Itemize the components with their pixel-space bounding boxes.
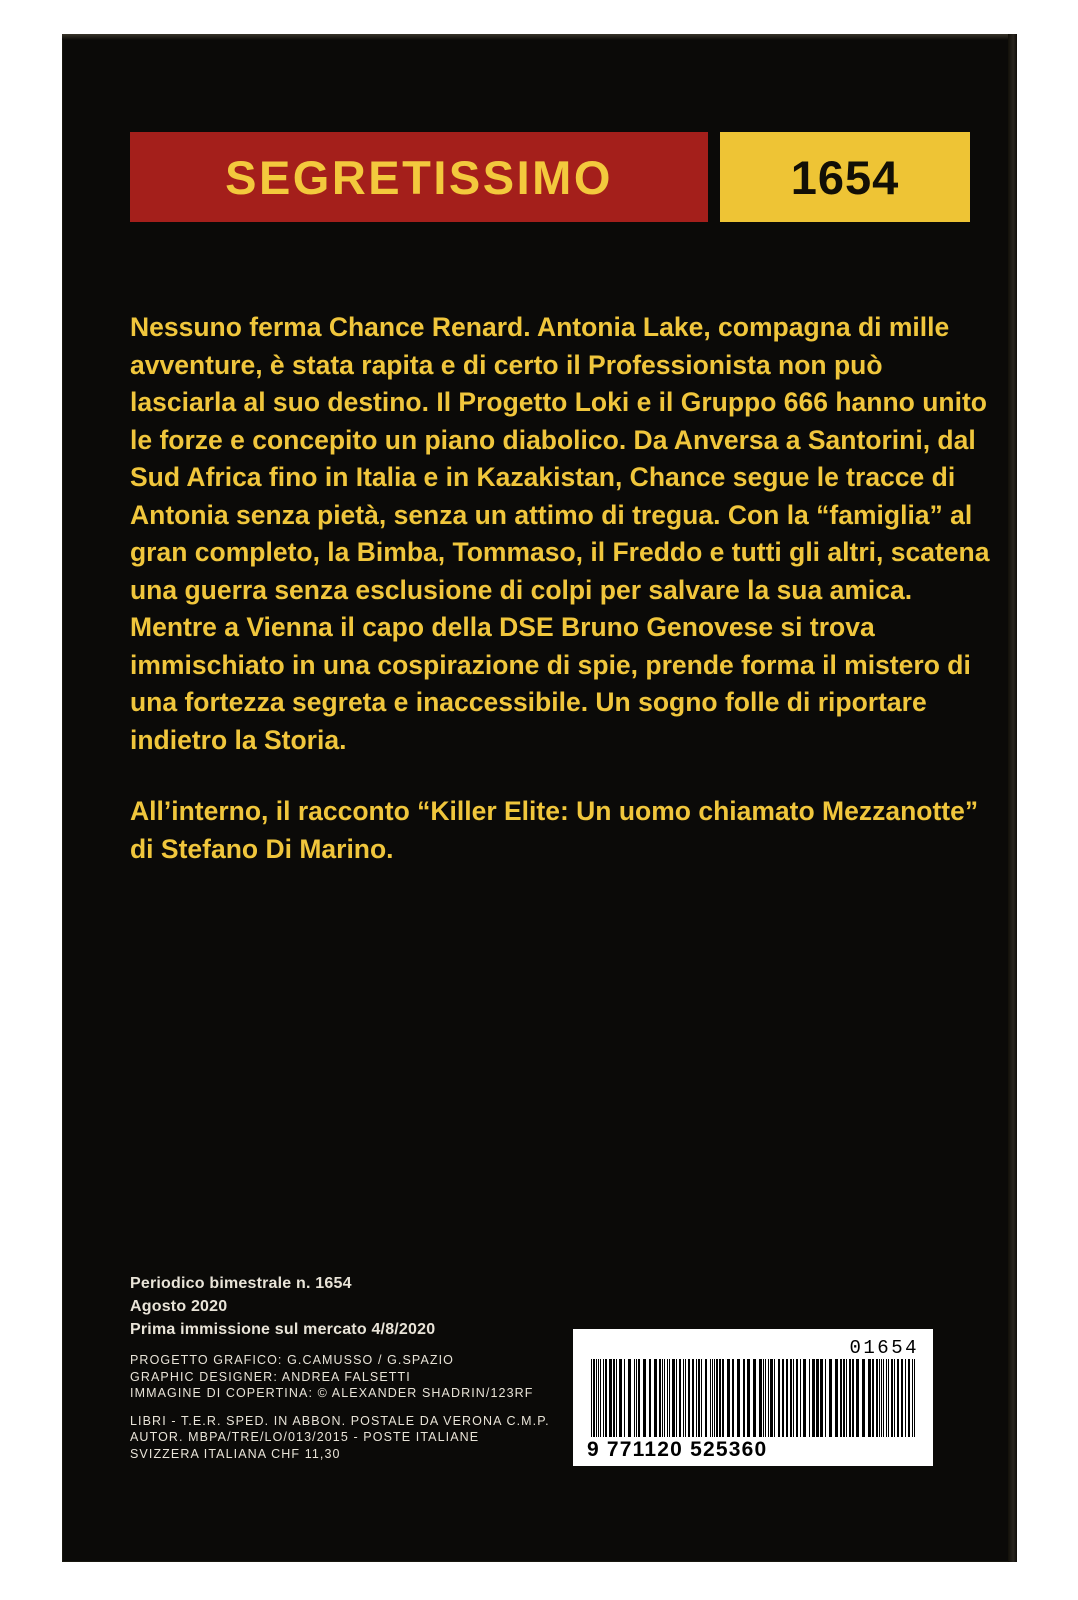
barcode-addon-digits: 01654	[849, 1337, 919, 1359]
blurb-paragraph-1: Nessuno ferma Chance Renard. Antonia Lake, compagna di mille avventure, è stata rapita e di certo il Professionista non può lasciarla al suo destino. Il Progetto Loki e il Gruppo 666 hanno unito le forze e concepito un piano diabolico. Da Anversa a Santorini, dal Sud Africa fino in Italia e in Kazakistan, Chance segue le tracce di Antonia senza pietà, senza un attimo di tregua. Con la “famiglia” al gran completo, la Bimba, Tommaso, il Freddo e tutti gli altri, scatena una guerra senza esclusione di colpi per salvare la sua amica. Mentre a Vienna il capo della DSE Bruno Genovese si trova immischiato in una cospirazione di spie, prende forma il mistero di una fortezza segreta e inaccessibile. Un sogno folle di riportare indietro la Storia.	[130, 312, 990, 755]
series-title: SEGRETISSIMO	[225, 150, 613, 204]
credit-graphic-project: PROGETTO GRAFICO: G.CAMUSSO / G.SPAZIO	[130, 1353, 455, 1367]
colophon-date: Agosto 2020	[130, 1298, 228, 1315]
issue-number-plate	[720, 132, 970, 222]
book-page-edge	[1008, 34, 1017, 1562]
postal-line-2: AUTOR. MBPA/TRE/LO/013/2015 - POSTE ITALIANE	[130, 1430, 480, 1444]
barcode	[573, 1329, 933, 1466]
colophon-credits	[130, 1352, 600, 1402]
cover-top-edge	[62, 34, 1017, 40]
colophon-periodical: Periodico bimestrale n. 1654	[130, 1275, 352, 1292]
back-cover-blurb	[130, 309, 990, 868]
colophon-market-release: Prima immissione sul mercato 4/8/2020	[130, 1321, 436, 1338]
credit-cover-image: IMMAGINE DI COPERTINA: © ALEXANDER SHADRIN/123RF	[130, 1386, 534, 1400]
series-title-plate	[130, 132, 708, 222]
masthead	[130, 132, 970, 222]
issue-number: 1654	[790, 150, 900, 204]
credit-graphic-designer: GRAPHIC DESIGNER: ANDREA FALSETTI	[130, 1369, 411, 1384]
barcode-bars	[591, 1359, 917, 1437]
book-back-cover	[62, 34, 1017, 1562]
postal-line-3: SVIZZERA ITALIANA CHF 11,30	[130, 1446, 341, 1461]
blurb-paragraph-2: All’interno, il racconto “Killer Elite: Un uomo chiamato Mezzanotte” di Stefano Di Marino.	[130, 796, 979, 864]
postal-line-1: LIBRI - T.E.R. SPED. IN ABBON. POSTALE DA VERONA C.M.P.	[130, 1413, 550, 1428]
colophon-postal-info	[130, 1413, 600, 1463]
barcode-ean-number: 9 771120 525360	[587, 1438, 768, 1461]
colophon-block	[130, 1272, 600, 1462]
